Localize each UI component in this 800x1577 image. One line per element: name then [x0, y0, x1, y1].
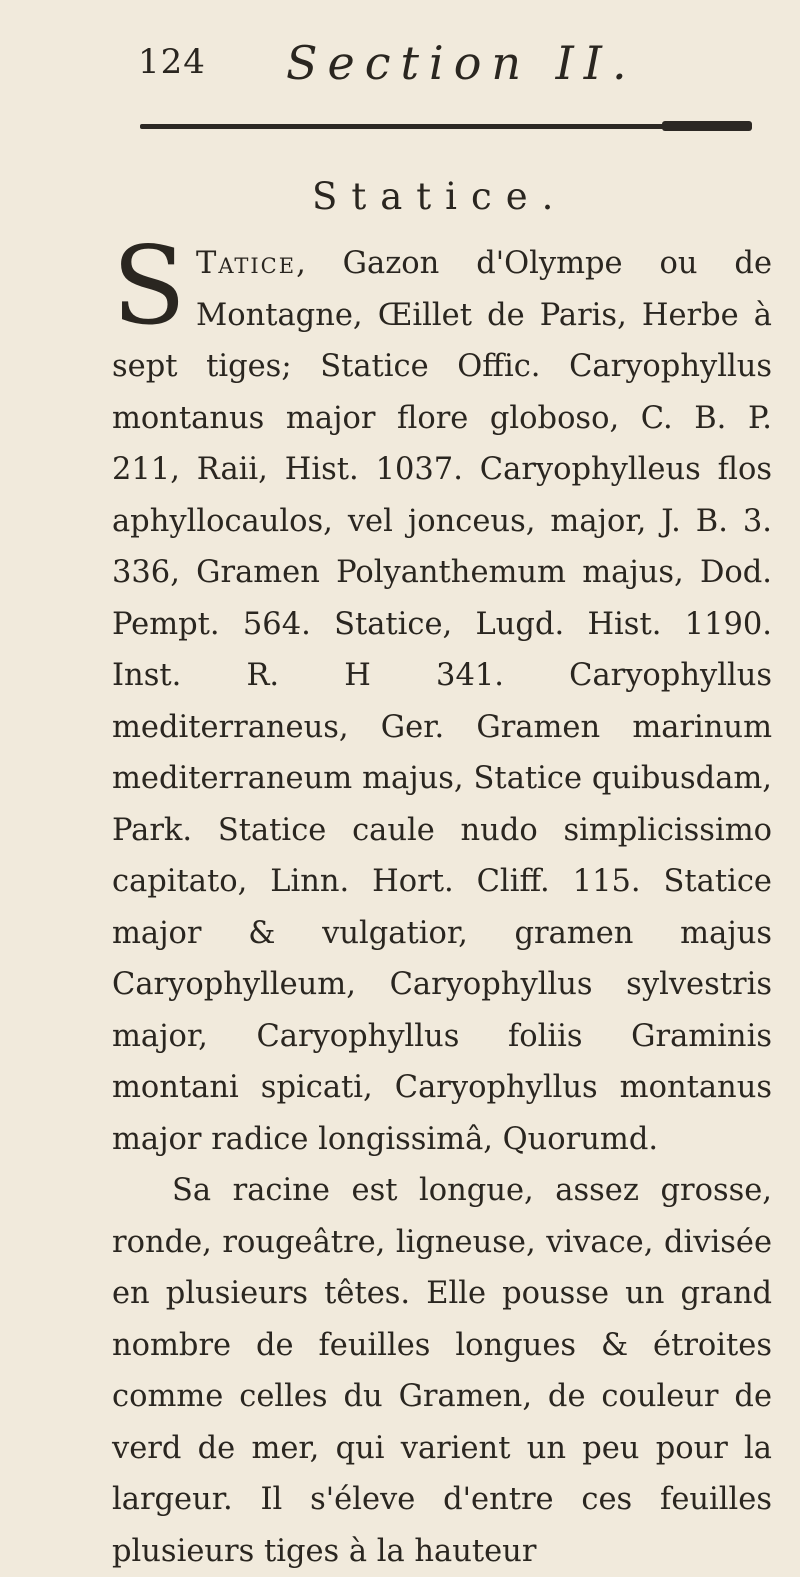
section-title: Statice. [312, 175, 568, 218]
page-number: 124 [138, 42, 206, 82]
running-head: Section II. [286, 36, 637, 90]
paragraph-1-text: , Gazon d'Olympe ou de Montagne, Œillet de Paris, Herbe à sept tiges; Statice Offic. Caryophyllus montanus major flore globoso, C. B. P. 211, Raii, Hist. 1037. Caryophylleus flos aphyllocaulos, vel jonceus, major, J. B. 3. 336, Gramen Polyanthemum majus, Dod. Pempt. 564. Statice, Lugd. Hist. 1190. Inst. R. H 341. Caryophyllus mediterraneus, Ger. Gramen marinum mediterraneum majus, Statice quibusdam, Park. Statice caule nudo simplicissimo capitato, Linn. Hort. Cliff. 115. Statice major & vulgatior, gramen majus Caryophylleum, Caryophyllus sylvestris major, Caryophyllus foliis Graminis montani spicati, Caryophyllus montanus major radice longissimâ, Quorumd. [112, 246, 772, 1157]
body-text [112, 224, 772, 1577]
paragraph-2: Sa racine est longue, assez grosse, ronde, rougeâtre, ligneuse, vivace, divisée en plusieurs têtes. Elle pousse un grand nombre de feuilles longues & étroites comme celles du Gramen, de couleur de verd de mer, qui varient un peu pour la largeur. Il s'éleve d'entre ces feuilles plusieurs tiges à la hauteur [112, 1173, 772, 1569]
header-rule [140, 124, 752, 129]
paragraph-1 [112, 224, 772, 1165]
first-word: Tatice [196, 246, 297, 281]
page-header [138, 36, 658, 90]
drop-cap: S [112, 224, 186, 349]
